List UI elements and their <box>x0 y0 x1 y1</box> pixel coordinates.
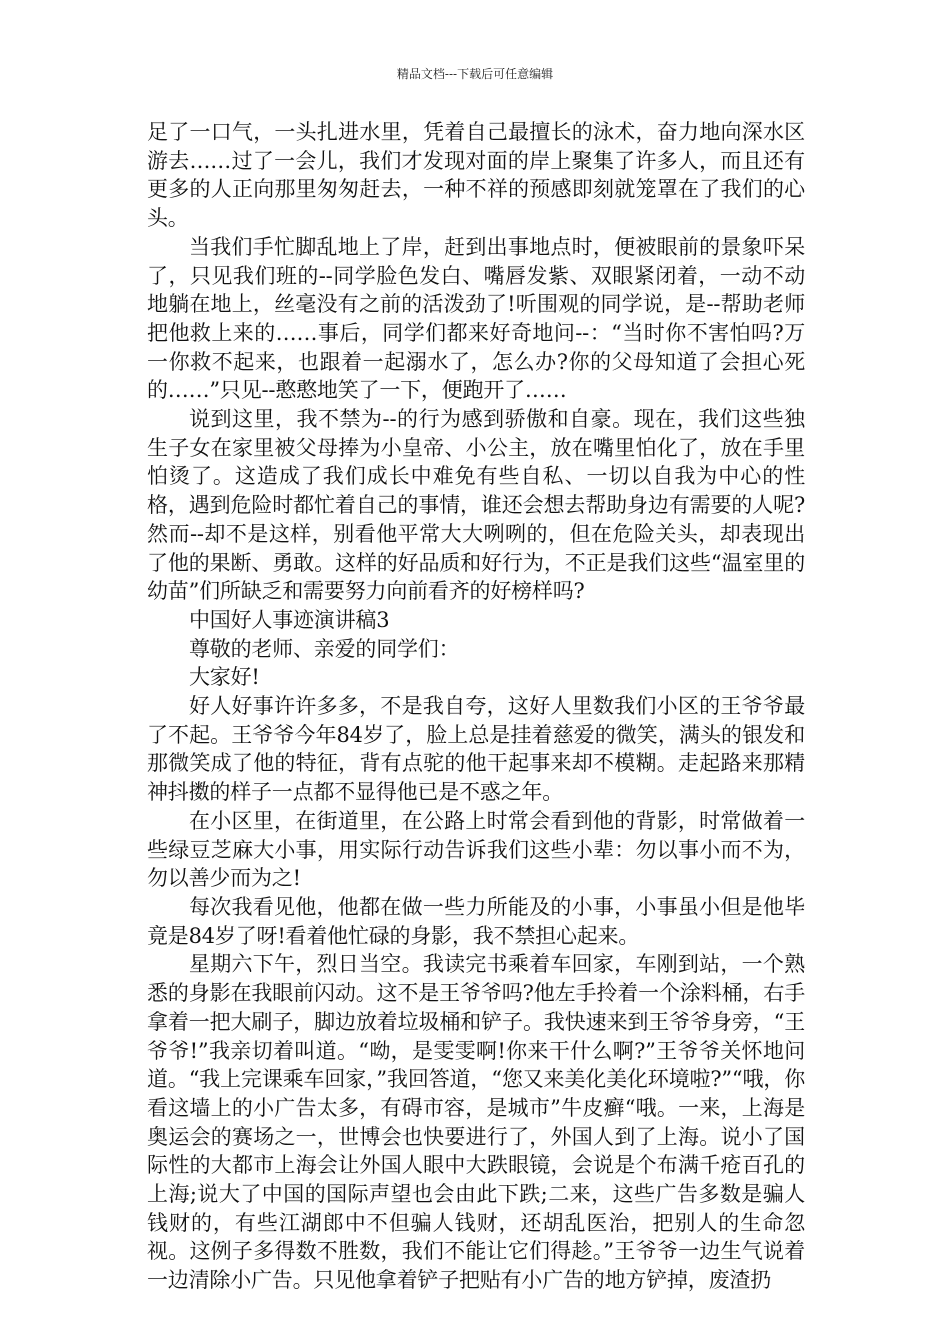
page-header: 精品文档---下载后可任意编辑 <box>396 67 554 81</box>
paragraph: 在小区里，在街道里，在公路上时常会看到他的背影，时常做着一些绿豆芝麻大小事，用实际行动告诉我们这些小辈：勿以事小而不为，勿以善少而为之! <box>147 808 805 891</box>
paragraph: 说到这里，我不禁为--的行为感到骄傲和自豪。现在，我们这些独生子女在家里被父母捧为小皇帝、小公主，放在嘴里怕化了，放在手里怕烫了。这造成了我们成长中难免有些自私、一切以自我为中心的性格，遇到危险时都忙着自己的事情，谁还会想去帮助身边有需要的人呢?然而--却不是这样，别看他平常大大咧咧的，但在危险关头，却表现出了他的果断、勇敢。这样的好品质和好行为，不正是我们这些“温室里的幼苗”们所缺乏和需要努力向前看齐的好榜样吗? <box>147 407 805 604</box>
paragraph: 足了一口气，一头扎进水里，凭着自己最擅长的泳术，奋力地向深水区游去……过了一会儿，我们才发现对面的岸上聚集了许多人，而且还有更多的人正向那里匆匆赶去，一种不祥的预感即刻就笼罩在了我们的心头。 <box>147 120 805 231</box>
paragraph: 每次我看见他，他都在做一些力所能及的小事，小事虽小但是他毕竟是84岁了呀!看着他忙碌的身影，我不禁担心起来。 <box>147 894 805 948</box>
greeting: 大家好! <box>189 665 260 690</box>
section-title: 中国好人事迹演讲稿3 <box>189 607 390 632</box>
salutation: 尊敬的老师、亲爱的同学们： <box>189 636 460 661</box>
paragraph: 星期六下午，烈日当空。我读完书乘着车回家，车刚到站，一个熟悉的身影在我眼前闪动。这不是王爷爷吗?他左手拎着一个涂料桶，右手拿着一把大刷子，脚边放着垃圾桶和铲子。我快速来到王爷爷身旁，“王爷爷!”我亲切着叫道。“呦，是雯雯啊!你来干什么啊?”王爷爷关怀地问道。“我上完课乘车回家，”我回答道，“您又来美化美化环境啦?”“哦，你看这墙上的小广告太多，有碍市容，是城市”牛皮癣“哦。一来，上海是奥运会的赛场之一，世博会也快要进行了，外国人到了上海。说小了国际性的大都市上海会让外国人眼中大跌眼镜，会说是个布满千疮百孔的上海;说大了中国的国际声望也会由此下跌;二来，这些广告多数是骗人钱财的，有些江湖郎中不但骗人钱财，还胡乱医治，把别人的生命忽视。这例子多得数不胜数，我们不能让它们得趁。”王爷爷一边生气说着一边清除小广告。只见他拿着铲子把贴有小广告的地方铲掉，废渣扔 <box>147 952 805 1293</box>
document-body <box>147 118 805 1295</box>
paragraph: 当我们手忙脚乱地上了岸，赶到出事地点时，便被眼前的景象吓呆了，只见我们班的--同学脸色发白、嘴唇发紫、双眼紧闭着，一动不动地躺在地上，丝毫没有之前的活泼劲了!听围观的同学说，是--帮助老师把他救上来的……事后，同学们都来好奇地问--：“当时你不害怕吗?万一你救不起来，也跟着一起溺水了，怎么办?你的父母知道了会担心死的……”只见--憨憨地笑了一下，便跑开了…… <box>147 234 805 403</box>
paragraph: 好人好事许许多多，不是我自夸，这好人里数我们小区的王爷爷最了不起。王爷爷今年84岁了，脸上总是挂着慈爱的微笑，满头的银发和那微笑成了他的特征，背有点驼的他干起事来却不模糊。走起路来那精神抖擞的样子一点都不显得他已是不惑之年。 <box>147 694 805 805</box>
